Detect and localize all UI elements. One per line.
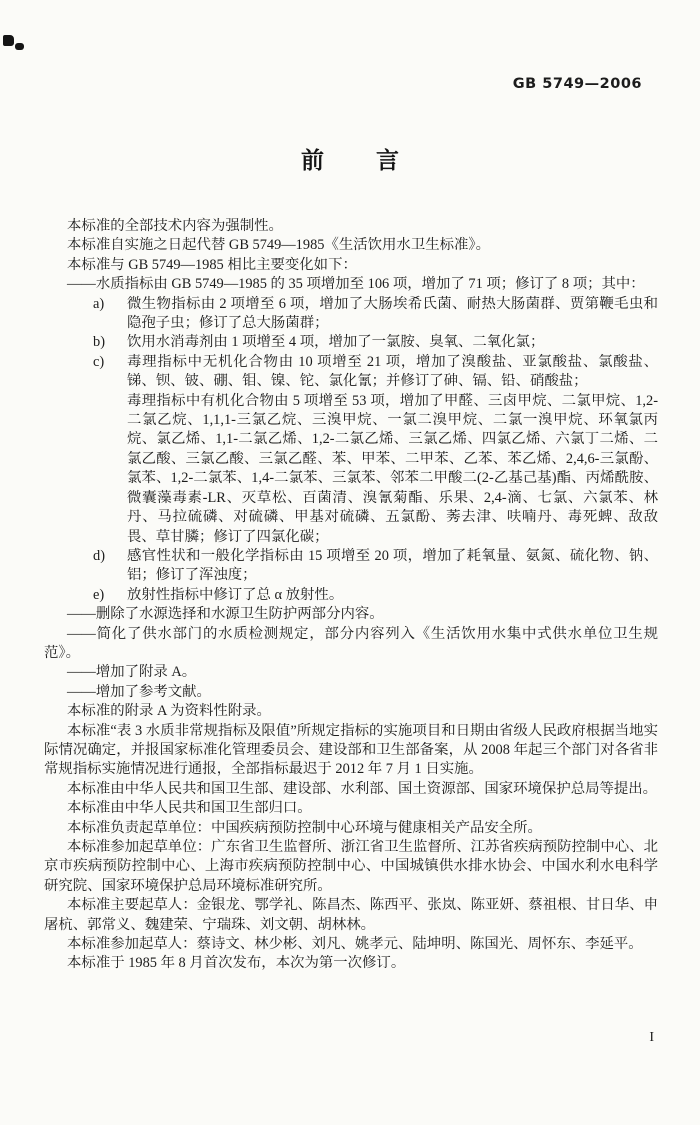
item-text: 饮用水消毒剂由 1 项增至 4 项，增加了一氯胺、臭氧、二氧化氯； xyxy=(127,334,545,351)
page-title xyxy=(0,142,700,175)
foreword-item-d xyxy=(44,547,658,586)
item-text: 毒理指标中无机化合物由 10 项增至 21 项，增加了溴酸盐、亚氯酸盐、氯酸盐、锑、钡、铍、硼、钼、镍、铊、氯化氰；并修订了砷、镉、铅、硝酸盐； xyxy=(127,353,658,390)
foreword-body xyxy=(44,217,658,974)
scan-artifact xyxy=(3,35,14,46)
foreword-change-item: ——删除了水源选择和水源卫生防护两部分内容。 xyxy=(67,606,384,623)
page-number: I xyxy=(649,1030,654,1045)
title-char: 前 xyxy=(301,148,324,174)
foreword-item-c-continued xyxy=(44,392,658,547)
foreword-paragraph: 本标准的附录 A 为资料性附录。 xyxy=(67,703,271,720)
item-label: c) xyxy=(93,353,105,370)
foreword-paragraph: 本标准参加起草单位：广东省卫生监督所、浙江省卫生监督所、江苏省疾病预防控制中心、北京市疾病预防控制中心、上海市疾病预防控制中心、中国城镇供水排水协会、中国水利水电科学研究院、国家环境保护总局环境标准研究所。 xyxy=(44,839,658,894)
item-text: 感官性状和一般化学指标由 15 项增至 20 项，增加了耗氧量、氨氮、硫化物、钠、铝；修订了浑浊度； xyxy=(127,547,658,584)
foreword-paragraph: 本标准负责起草单位：中国疾病预防控制中心环境与健康相关产品安全所。 xyxy=(67,819,542,836)
standard-code: GB 5749—2006 xyxy=(512,76,642,92)
item-label: d) xyxy=(93,547,105,564)
foreword-item-e xyxy=(44,586,658,605)
foreword-paragraph: 本标准与 GB 5749—1985 相比主要变化如下： xyxy=(67,256,357,273)
foreword-paragraph: 本标准由中华人民共和国卫生部归口。 xyxy=(67,800,312,817)
item-label xyxy=(93,392,127,547)
item-label: e) xyxy=(93,586,105,603)
title-char: 言 xyxy=(376,148,399,174)
foreword-paragraph: 本标准于 1985 年 8 月首次发布，本次为第一次修订。 xyxy=(67,955,406,972)
foreword-item-b xyxy=(44,333,658,352)
foreword-paragraph: 本标准的全部技术内容为强制性。 xyxy=(67,218,283,234)
foreword-paragraph: 本标准主要起草人：金银龙、鄂学礼、陈昌杰、陈西平、张岚、陈亚妍、蔡祖根、甘日华、申屠杭、郭常义、魏建荣、宁瑞珠、刘文朝、胡林林。 xyxy=(44,897,658,933)
foreword-change-item: ——水质指标由 GB 5749—1985 的 35 项增加至 106 项，增加了 71 项；修订了 8 项；其中： xyxy=(67,276,645,293)
foreword-paragraph: 本标准“表 3 水质非常规指标及限值”所规定指标的实施项目和日期由省级人民政府根据当地实际情况确定，并报国家标准化管理委员会、建设部和卫生部备案，从 2008 年起三个部门对各省非常规指标实施情况进行通报，全部指标最迟于 2012 年 7 月 1 日实施。 xyxy=(44,722,658,778)
foreword-change-item: ——增加了附录 A。 xyxy=(67,664,197,681)
foreword-change-item: ——增加了参考文献。 xyxy=(67,683,211,700)
scan-artifact xyxy=(15,43,24,50)
foreword-paragraph: 本标准自实施之日起代替 GB 5749—1985《生活饮用水卫生标准》。 xyxy=(67,237,490,254)
item-text: 放射性指标中修订了总 α 放射性。 xyxy=(127,586,344,603)
item-label: b) xyxy=(93,334,105,351)
foreword-change-item: ——简化了供水部门的水质检测规定，部分内容列入《生活饮用水集中式供水单位卫生规范》。 xyxy=(44,625,658,661)
foreword-item-a xyxy=(44,295,658,334)
item-text: 微生物指标由 2 项增至 6 项，增加了大肠埃希氏菌、耐热大肠菌群、贾第鞭毛虫和隐孢子虫；修订了总大肠菌群； xyxy=(127,295,658,332)
item-label: a) xyxy=(93,295,105,312)
foreword-paragraph: 本标准由中华人民共和国卫生部、建设部、水利部、国土资源部、国家环境保护总局等提出。 xyxy=(67,780,658,797)
foreword-item-c xyxy=(44,353,658,392)
item-text: 毒理指标中有机化合物由 5 项增至 53 项，增加了甲醛、三卤甲烷、二氯甲烷、1,2-二氯乙烷、1,1,1-三氯乙烷、三溴甲烷、一氯二溴甲烷、二氯一溴甲烷、环氧氯丙烷、氯乙烯、1,1-二氯乙烯、1,2-二氯乙烯、三氯乙烯、四氯乙烯、六氯丁二烯、二氯乙酸、三氯乙酸、三氯乙醛、苯、甲苯、二甲苯、乙苯、苯乙烯、2,4,6-三氯酚、氯苯、1,2-二氯苯、1,4-二氯苯、三氯苯、邻苯二甲酸二(2-乙基己基)酯、丙烯酰胺、微囊藻毒素-LR、灭草松、百菌清、溴氰菊酯、乐果、2,4-滴、七氯、六氯苯、林丹、马拉硫磷、对硫磷、甲基对硫磷、五氯酚、莠去津、呋喃丹、毒死蜱、敌敌畏、草甘膦；修订了四氯化碳； xyxy=(127,392,658,545)
foreword-paragraph: 本标准参加起草人：蔡诗文、林少彬、刘凡、姚孝元、陆坤明、陈国光、周怀东、李延平。 xyxy=(67,936,643,953)
